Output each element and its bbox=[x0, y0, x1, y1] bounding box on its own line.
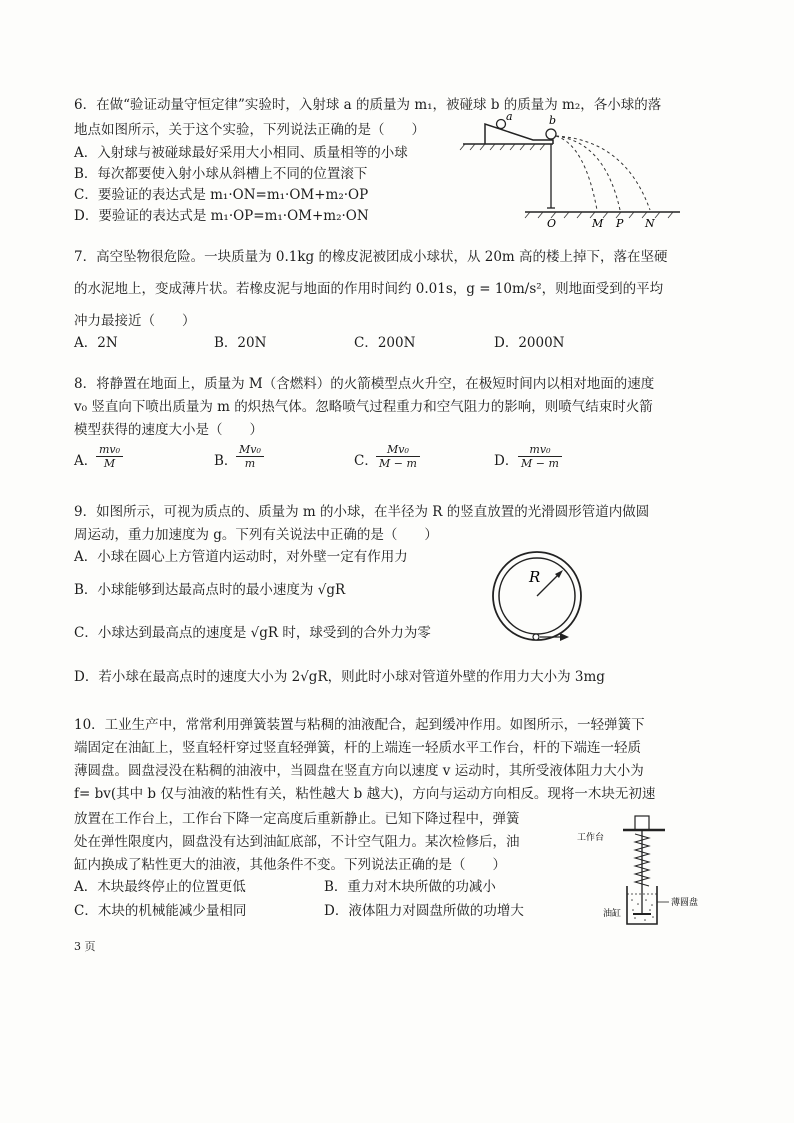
q6-option-c: C．要验证的表达式是 m₁·ON=m₁·OM+m₂·OP bbox=[74, 187, 369, 203]
q6-label-N: N bbox=[645, 217, 655, 230]
q6-option-d: D．要验证的表达式是 m₁·OP=m₁·OM+m₂·ON bbox=[74, 208, 369, 224]
q7-line3: 冲力最接近（ ） bbox=[74, 313, 196, 329]
q7-option-d: D．2000N bbox=[494, 335, 565, 351]
q10-option-c: C．木块的机械能减少量相同 bbox=[74, 903, 247, 919]
q9-option-b: B．小球能够到达最高点时的最小速度为 √gR bbox=[74, 582, 346, 598]
q8-option-c-numerator: Mv₀ bbox=[376, 443, 420, 457]
q10-line2: 端固定在油缸上，竖直轻杆穿过竖直轻弹簧，杆的上端连一轻质水平工作台，杆的下端连一轻质 bbox=[74, 740, 641, 756]
q8-option-c-fraction bbox=[376, 443, 420, 470]
q10-option-b: B．重力对木块所做的功减小 bbox=[324, 879, 496, 895]
q10-option-d: D．液体阻力对圆盘所做的功增大 bbox=[324, 903, 524, 919]
q8-option-a-fraction bbox=[96, 443, 123, 470]
q6-stem-line2: 地点如图所示，关于这个实验，下列说法正确的是（ ） bbox=[74, 122, 425, 138]
q7-line1: 7．高空坠物很危险。一块质量为 0.1kg 的橡皮泥被团成小球状，从 20m 高的楼上掉下，落在坚硬 bbox=[74, 249, 668, 265]
q7-option-a: A．2N bbox=[74, 335, 118, 351]
q10-line4: f= bv(其中 b 仅与油液的粘性有关，粘性越大 b 越大)，方向与运动方向相反。现将一木块无初速 bbox=[74, 786, 656, 802]
q10-line1: 10．工业生产中，常常利用弹簧装置与粘稠的油液配合，起到缓冲作用。如图所示，一轻弹簧下 bbox=[74, 717, 645, 733]
q6-label-a: a bbox=[506, 110, 513, 123]
q8-option-a-denominator: M bbox=[103, 457, 116, 470]
q10-line6: 处在弹性限度内，圆盘没有达到油缸底部，不计空气阻力。某次检修后，油 bbox=[74, 834, 520, 850]
q8-option-a-label: A． bbox=[74, 453, 98, 469]
q9-circular-tube-figure bbox=[485, 550, 590, 645]
q8-option-d-numerator: mv₀ bbox=[518, 443, 562, 457]
q10-label-worktable: 工作台 bbox=[577, 833, 605, 843]
q10-line3: 薄圆盘。圆盘浸没在粘稠的油液中，当圆盘在竖直方向以速度 v 运动时，其所受液体阻力大小为 bbox=[74, 763, 644, 779]
q8-option-d-label: D． bbox=[494, 453, 519, 469]
q10-label-thin-disk: 薄圆盘 bbox=[671, 898, 699, 908]
q9-option-c: C．小球达到最高点的速度是 √gR 时，球受到的合外力为零 bbox=[74, 625, 431, 641]
q7-line2: 的水泥地上，变成薄片状。若橡皮泥与地面的作用时间约 0.01s，g = 10m/s²，则地面受到的平均 bbox=[74, 281, 664, 297]
q7-option-c: C．200N bbox=[354, 335, 416, 351]
q9-label-R: R bbox=[529, 568, 541, 586]
q10-line7: 缸内换成了粘性更大的油液，其他条件不变。下列说法正确的是（ ） bbox=[74, 857, 506, 873]
q6-label-O: O bbox=[547, 217, 557, 230]
q8-option-b-denominator: m bbox=[244, 457, 256, 470]
q8-option-d-denominator: M − m bbox=[521, 457, 559, 470]
q6-stem-line1: 6．在做“验证动量守恒定律”实验时，入射球 a 的质量为 m₁，被碰球 b 的质量为 m₂，各小球的落 bbox=[74, 97, 662, 113]
q9-line1: 9．如图所示，可视为质点的、质量为 m 的小球，在半径为 R 的竖直放置的光滑圆形管道内做圆 bbox=[74, 504, 650, 520]
q6-label-b: b bbox=[549, 114, 557, 127]
q6-label-P: P bbox=[616, 217, 624, 230]
q8-option-c-label: C． bbox=[354, 453, 378, 469]
q10-option-a: A．木块最终停止的位置更低 bbox=[74, 879, 246, 895]
q9-option-a: A．小球在圆心上方管道内运动时，对外壁一定有作用力 bbox=[74, 549, 408, 565]
q9-line2: 周运动，重力加速度为 g。下列有关说法中正确的是（ ） bbox=[74, 527, 438, 543]
page-number: 3 页 bbox=[74, 940, 96, 953]
q8-option-c-denominator: M − m bbox=[379, 457, 417, 470]
q10-line5: 放置在工作台上，工作台下降一定高度后重新静止。已知下降过程中，弹簧 bbox=[74, 811, 520, 827]
q8-line3: 模型获得的速度大小是（ ） bbox=[74, 422, 263, 438]
q10-buffer-device-figure bbox=[575, 812, 715, 927]
q9-option-d: D．若小球在最高点时的速度大小为 2√gR，则此时小球对管道外壁的作用力大小为 3mg bbox=[74, 669, 605, 685]
q8-option-a-numerator: mv₀ bbox=[96, 443, 123, 457]
q6-option-a: A．入射球与被碰球最好采用大小相同、质量相等的小球 bbox=[74, 145, 408, 161]
q6-label-M: M bbox=[592, 217, 604, 230]
q8-option-b-fraction bbox=[236, 443, 264, 470]
q6-collision-figure bbox=[455, 110, 685, 230]
q8-option-b-numerator: Mv₀ bbox=[236, 443, 264, 457]
q7-option-b: B．20N bbox=[214, 335, 267, 351]
q8-option-b-label: B． bbox=[214, 453, 238, 469]
q8-line2: v₀ 竖直向下喷出质量为 m 的炽热气体。忽略喷气过程重力和空气阻力的影响，则喷气结束时火箭 bbox=[74, 399, 653, 415]
q10-label-oil-cylinder: 油缸 bbox=[603, 909, 622, 919]
q8-option-d-fraction bbox=[518, 443, 562, 470]
q6-option-b: B．每次都要使入射小球从斜槽上不同的位置滚下 bbox=[74, 166, 368, 182]
q8-line1: 8．将静置在地面上，质量为 M（含燃料）的火箭模型点火升空，在极短时间内以相对地面的速度 bbox=[74, 376, 655, 392]
